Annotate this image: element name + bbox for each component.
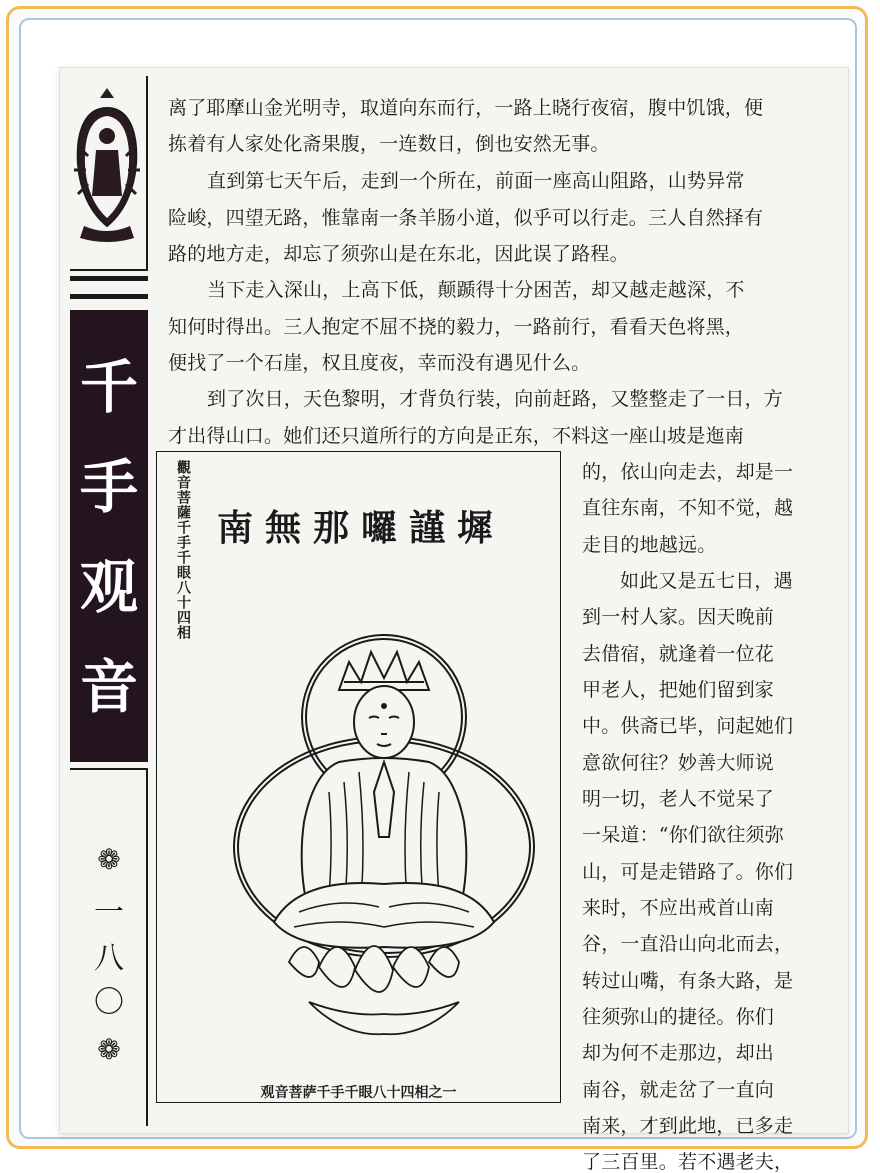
book-title-char: 手 xyxy=(79,453,138,521)
divider-rule xyxy=(70,276,148,281)
text-line: 到了次日，天色黎明，才背负行装，向前赶路，又整整走了一日，方 xyxy=(207,388,784,410)
text-line: 直往东南，不知不觉，越 xyxy=(582,497,794,519)
text-line: 中。供斋已毕，问起她们 xyxy=(582,715,794,737)
text-line: 山，可是走错路了。你们 xyxy=(582,861,794,883)
text-line: 险峻，四望无路，惟靠南一条羊肠小道，似乎可以行走。三人自然择有 xyxy=(168,207,764,229)
flower-ornament-icon: ❁ xyxy=(97,1033,121,1066)
guanyin-emblem-icon xyxy=(70,86,144,256)
outer-frame xyxy=(6,6,868,1173)
bodhisattva-figure-icon xyxy=(219,622,549,1062)
text-line: 转过山嘴，有条大路，是 xyxy=(582,970,794,992)
inner-frame xyxy=(19,18,857,1173)
text-line: 却为何不走那边，却出 xyxy=(582,1042,775,1064)
book-title-band xyxy=(70,310,148,762)
flower-ornament-icon: ❁ xyxy=(97,843,121,876)
text-line: 路的地方走，却忘了须弥山是在东北，因此误了路程。 xyxy=(168,243,629,265)
emblem-box xyxy=(70,76,148,271)
divider-rule xyxy=(70,294,148,299)
text-line: 的，依山向走去，却是一 xyxy=(582,461,794,483)
text-line: 甲老人，把她们留到家 xyxy=(582,679,775,701)
text-line: 走目的地越远。 xyxy=(582,534,717,556)
text-line: 去借宿，就逢着一位花 xyxy=(582,643,775,665)
book-title-char: 千 xyxy=(79,353,138,421)
text-line: 知何时得出。三人抱定不屈不挠的毅力，一路前行，看看天色将黑， xyxy=(168,316,745,338)
text-line: 南来，才到此地，已多走 xyxy=(582,1115,794,1137)
text-line: 便找了一个石崖，权且度夜，幸而没有遇见什么。 xyxy=(168,352,591,374)
illustration-vertical-caption: 觀音菩薩千手千眼八十四相 xyxy=(175,460,191,640)
text-line: 如此又是五七日，遇 xyxy=(620,570,793,592)
text-line: 来时，不应出戒首山南 xyxy=(582,897,775,919)
text-line: 拣着有人家处化斋果腹，一连数日，倒也安然无事。 xyxy=(168,133,610,155)
text-line: 到一村人家。因天晚前 xyxy=(582,606,775,628)
text-line: 当下走入深山，上高下低，颠踬得十分困苦，却又越走越深，不 xyxy=(207,279,745,301)
text-line: 一呆道：“你们欲往须弥 xyxy=(582,824,784,846)
book-title-char: 观 xyxy=(79,553,138,621)
text-line: 了三百里。若不遇老夫， xyxy=(582,1151,794,1173)
text-line: 往须弥山的捷径。你们 xyxy=(582,1006,775,1028)
book-title-char: 音 xyxy=(79,653,138,721)
text-line: 谷，一直沿山向北而去， xyxy=(582,933,794,955)
illustration-box xyxy=(156,451,561,1103)
text-line: 意欲何往？妙善大师说 xyxy=(582,752,775,774)
illustration-caption: 观音菩萨千手千眼八十四相之一 xyxy=(260,1085,457,1101)
text-line: 明一切，老人不觉呆了 xyxy=(582,788,775,810)
text-line: 南谷，就走岔了一直向 xyxy=(582,1079,775,1101)
page-number-char: 〇 xyxy=(94,985,124,1020)
page-number-char: 一 xyxy=(94,895,124,930)
text-line: 直到第七天午后，走到一个所在，前面一座高山阻路，山势异常 xyxy=(207,170,745,192)
book-page xyxy=(59,67,849,1173)
text-line: 才出得山口。她们还只道所行的方向是正东，不料这一座山坡是迤南 xyxy=(168,425,745,447)
text-line: 离了耶摩山金光明寺，取道向东而行，一路上晓行夜宿，腹中饥饿，便 xyxy=(168,97,764,119)
page-number-char: 八 xyxy=(94,941,124,976)
illustration-mantra: 南無那囉謹墀 xyxy=(217,507,506,549)
